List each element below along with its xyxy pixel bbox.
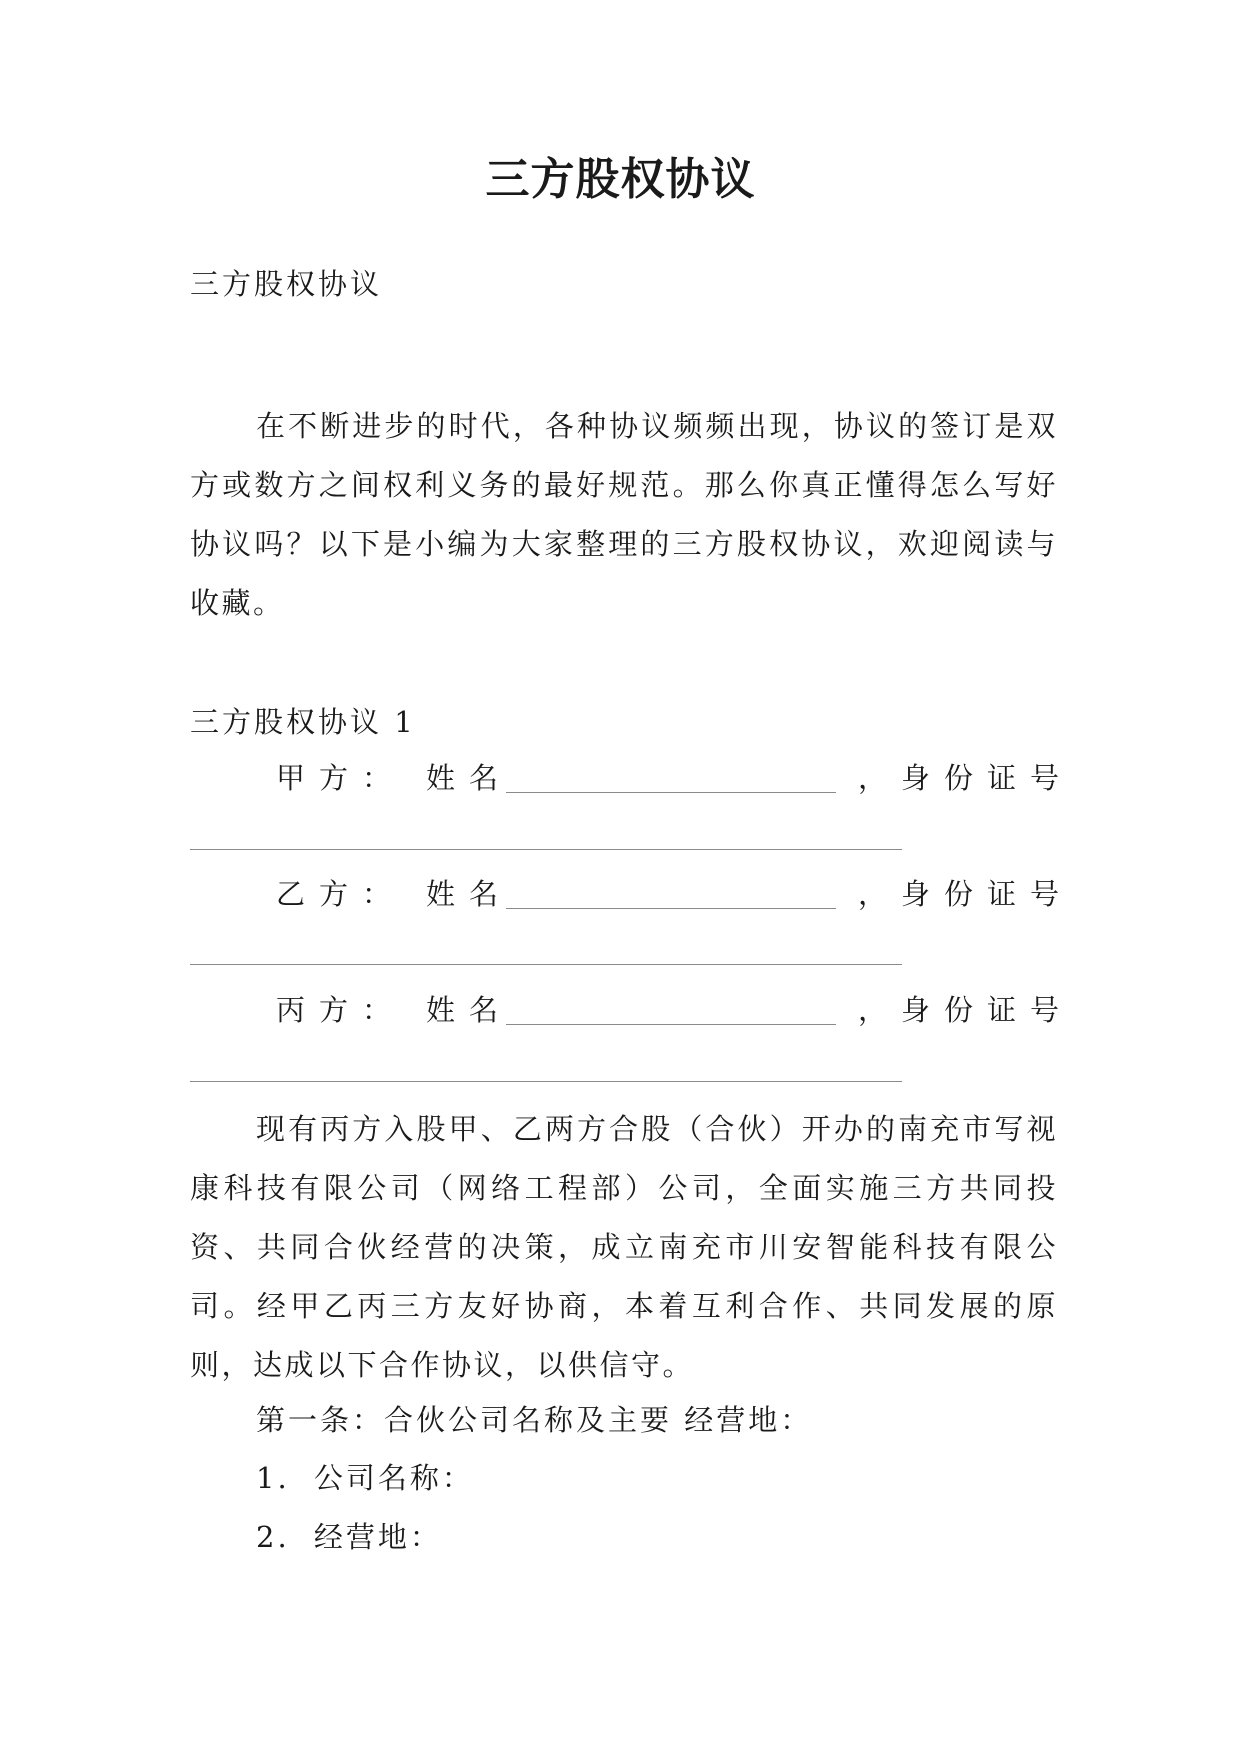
list-item-number: 2.	[256, 1520, 290, 1554]
list-item	[256, 1458, 474, 1498]
id-number-label: ，身份证号	[858, 761, 1074, 795]
id-number-label: ，身份证号	[858, 877, 1074, 911]
name-label: 姓名	[426, 877, 513, 911]
party-label: 丙方：	[276, 993, 406, 1027]
party-row-bing	[190, 990, 1074, 1030]
list-item-text: 经营地：	[313, 1520, 442, 1554]
document-subtitle: 三方股权协议	[190, 267, 383, 301]
list-item-text: 公司名称：	[313, 1461, 474, 1495]
name-label: 姓名	[426, 993, 513, 1027]
id-number-label: ，身份证号	[858, 993, 1074, 1027]
name-blank-line	[506, 1024, 836, 1025]
name-blank-line	[506, 908, 836, 909]
name-label: 姓名	[426, 761, 513, 795]
id-number-blank-line	[190, 1081, 902, 1082]
list-item-number: 1.	[256, 1461, 290, 1495]
section-heading: 三方股权协议 1	[190, 705, 416, 739]
body-paragraph: 现有丙方入股甲、乙两方合股（合伙）开办的南充市写视康科技有限公司（网络工程部）公司，全面实施三方共同投资、共同合伙经营的决策，成立南充市川安智能科技有限公司。经甲乙丙三方友好协商，本着互利合作、共同发展的原则，达成以下合作协议，以供信守。	[190, 1112, 1058, 1382]
party-label: 甲方：	[276, 761, 406, 795]
party-row-jia	[190, 758, 1074, 798]
article-1-heading: 第一条：合伙公司名称及主要 经营地：	[256, 1403, 813, 1437]
party-label: 乙方：	[276, 877, 406, 911]
id-number-blank-line	[190, 964, 902, 965]
party-row-yi	[190, 874, 1074, 914]
id-number-blank-line	[190, 849, 902, 850]
intro-paragraph: 在不断进步的时代，各种协议频频出现，协议的签订是双方或数方之间权利义务的最好规范。那么你真正懂得怎么写好协议吗？以下是小编为大家整理的三方股权协议，欢迎阅读与收藏。	[190, 409, 1058, 620]
name-blank-line	[506, 792, 836, 793]
document-title: 三方股权协议	[485, 154, 756, 205]
list-item	[256, 1517, 442, 1557]
